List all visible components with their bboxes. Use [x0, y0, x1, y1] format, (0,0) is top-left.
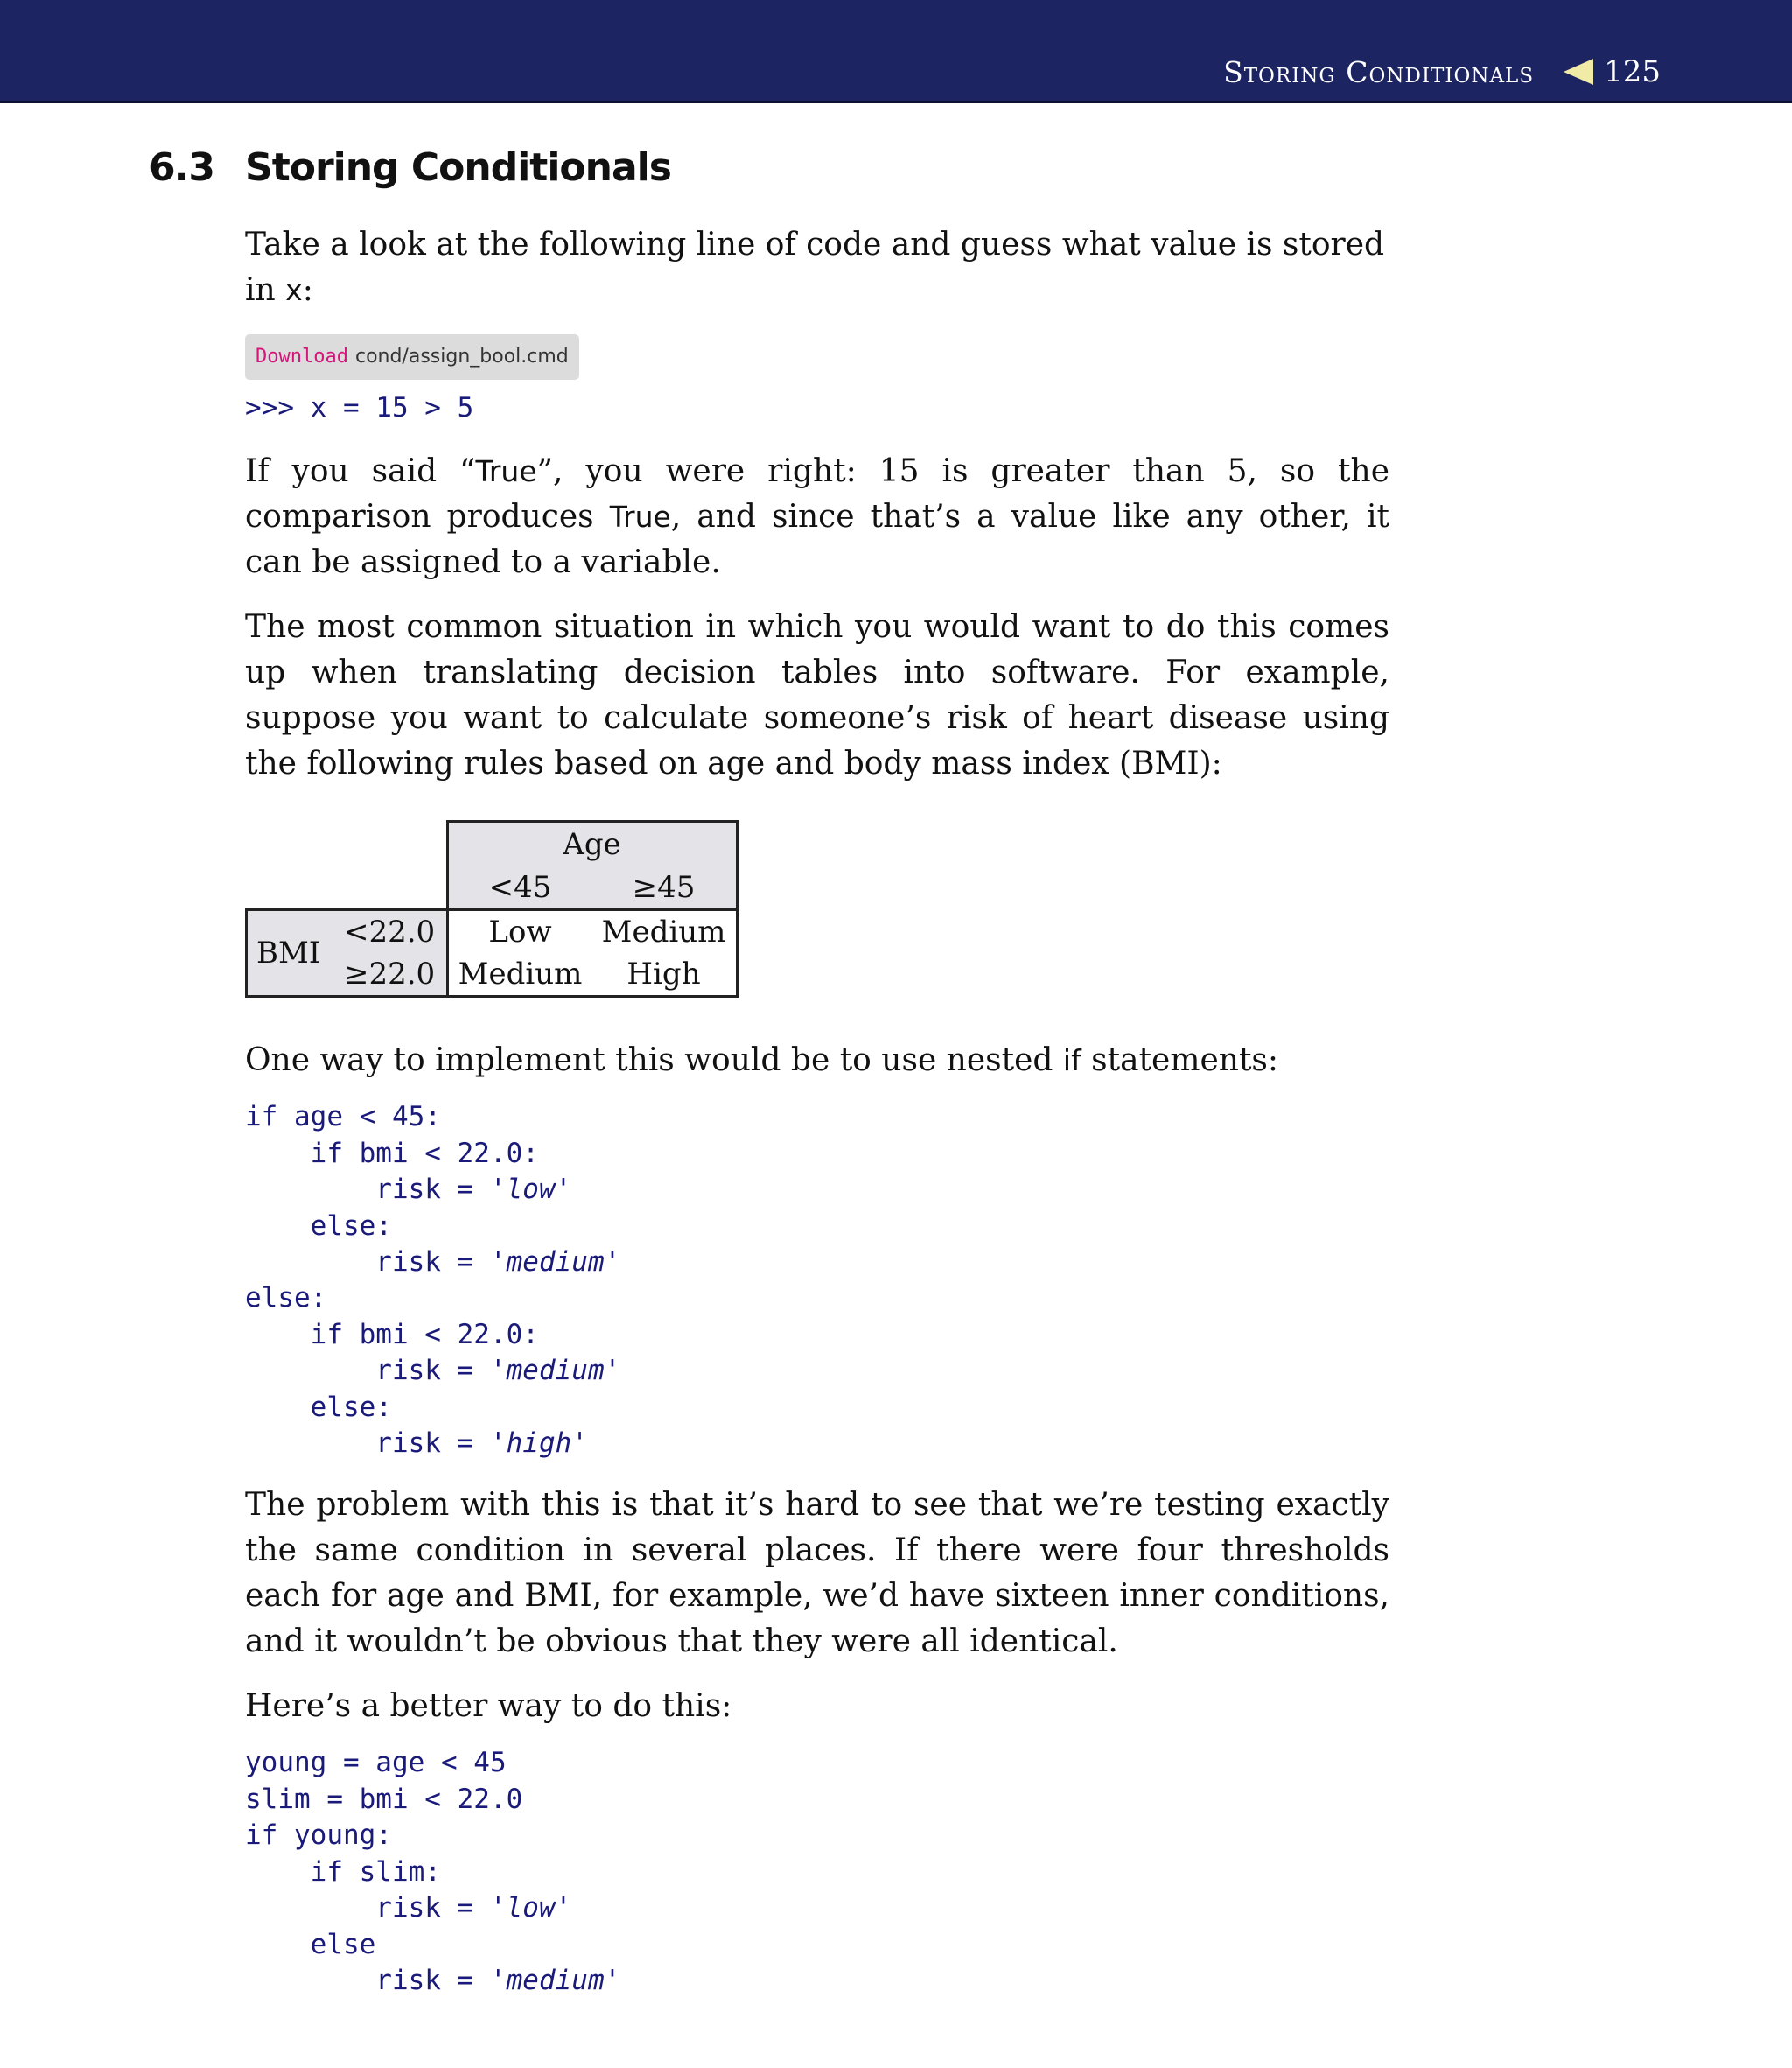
- download-label[interactable]: Download: [256, 346, 348, 368]
- paragraph-2-text-c: , and since that’s a value like any other, it can be assigned to a variable.: [245, 499, 1390, 581]
- code-listing-3: [245, 1745, 1390, 1999]
- paragraph-6: Here’s a better way to do this:: [245, 1688, 732, 1725]
- code-line: if bmi < 22.0:: [245, 1318, 539, 1350]
- paragraph-1-text: Take a look at the following line of code and guess what value is stored in: [245, 227, 1385, 308]
- code-line: >>> x = 15 > 5: [245, 392, 474, 424]
- age-col-header: ≥45: [592, 866, 738, 910]
- section-title: Storing Conditionals: [245, 145, 671, 190]
- inline-code-true: True: [475, 454, 537, 489]
- previous-page-triangle-icon: [1564, 59, 1593, 85]
- paragraph-4: [245, 1038, 1390, 1083]
- paragraph-4-text-b: statements:: [1081, 1042, 1279, 1079]
- age-group-header: Age: [447, 822, 737, 867]
- code-line: risk = 'high': [245, 1427, 588, 1460]
- running-title: Storing Conditionals: [1223, 54, 1535, 89]
- bmi-row-header: <22.0: [333, 910, 447, 954]
- paragraph-4-text-a: One way to implement this would be to use nested: [245, 1042, 1063, 1079]
- code-line: risk = 'medium': [245, 1246, 621, 1279]
- page-content: [245, 222, 1390, 1999]
- paragraph-2-text-a: If you said “: [245, 453, 476, 490]
- code-line: if young:: [245, 1819, 392, 1852]
- section-number: 6.3: [149, 145, 214, 190]
- code-line: risk = 'low': [245, 1892, 572, 1924]
- code-line: else:: [245, 1209, 392, 1242]
- bmi-group-header: BMI: [247, 910, 333, 997]
- code-line: if age < 45:: [245, 1101, 441, 1133]
- download-path: cond/assign_bool.cmd: [354, 346, 569, 368]
- code-line: if bmi < 22.0:: [245, 1137, 539, 1169]
- code-line: young = age < 45: [245, 1747, 507, 1779]
- running-head: [1223, 54, 1661, 89]
- table-corner: [247, 866, 448, 910]
- section-heading: [149, 145, 671, 190]
- paragraph-2: [245, 449, 1390, 585]
- table-cell: Medium: [447, 953, 592, 997]
- code-line: if slim:: [245, 1855, 441, 1888]
- download-tag[interactable]: [245, 334, 579, 380]
- table-cell: Low: [447, 910, 592, 954]
- page-number: 125: [1604, 54, 1661, 89]
- code-line: risk = 'low': [245, 1174, 572, 1206]
- code-line: else:: [245, 1282, 327, 1314]
- paragraph-5: The problem with this is that it’s hard to see that we’re testing exactly the same condition in several places. If there were four thresholds each for age and BMI, for example, we’d have sixteen inner conditions, and it wouldn’t be obvious that they were all identical.: [245, 1487, 1390, 1660]
- age-col-header: <45: [447, 866, 592, 910]
- paragraph-1-colon: :: [302, 272, 313, 308]
- inline-code-if: if: [1062, 1043, 1082, 1078]
- code-listing-1: [245, 390, 1390, 426]
- code-line: else: [245, 1928, 376, 1960]
- bmi-row-header: ≥22.0: [333, 953, 447, 997]
- code-line: slim = bmi < 22.0: [245, 1783, 523, 1815]
- header-bar: [0, 0, 1792, 103]
- paragraph-2-text-b: ”, you were right: 15 is greater than 5, so the comparison produces: [245, 453, 1390, 536]
- code-line: risk = 'medium': [245, 1355, 621, 1387]
- code-line: else:: [245, 1391, 392, 1423]
- inline-code-true: True: [609, 500, 671, 535]
- table-corner: [247, 822, 448, 867]
- code-listing-2: [245, 1099, 1390, 1462]
- table-cell: Medium: [592, 910, 738, 954]
- decision-table: [245, 820, 738, 998]
- inline-code-x: x: [285, 273, 303, 307]
- paragraph-1: [245, 222, 1390, 313]
- code-line: risk = 'medium': [245, 1964, 621, 1996]
- table-cell: High: [592, 953, 738, 997]
- paragraph-3: The most common situation in which you would want to do this comes up when translating decision tables into software. For example, suppose you want to calculate someone’s risk of heart disease using the following rules based on age and body mass index (BMI):: [245, 609, 1390, 782]
